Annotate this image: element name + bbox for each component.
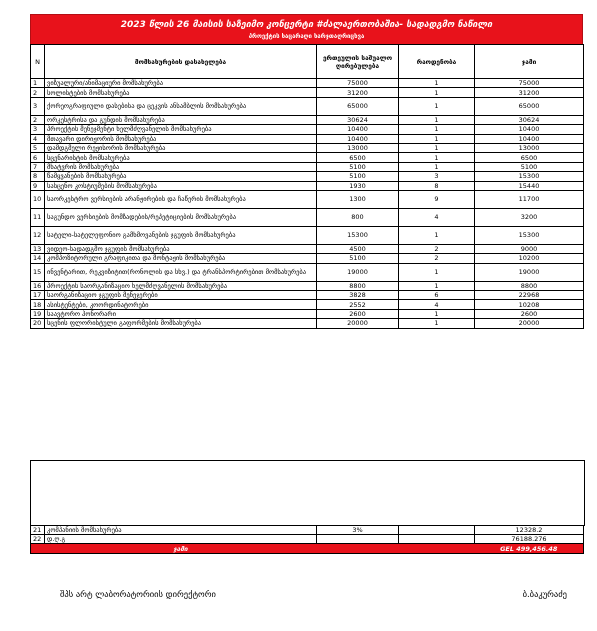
cell-service: კომპანიის მომსახურება [45, 526, 317, 535]
cell-qty: 1 [399, 162, 475, 171]
cell-qty: 4 [399, 208, 475, 226]
cell-service: საორგანიზაციო ჯგუფის მენეჯერები [45, 291, 317, 300]
cell-qty: 1 [399, 319, 475, 328]
cell-number: 3 [31, 125, 45, 134]
cell-sum: 2600 [475, 309, 584, 318]
cell-qty: 1 [399, 153, 475, 162]
cell-number: 22 [31, 535, 45, 544]
cell-unit-price: 20000 [317, 319, 399, 328]
cell-qty: 1 [399, 79, 475, 88]
cell-qty: 1 [399, 88, 475, 97]
cell-service: საავტორო ჰონორარი [45, 309, 317, 318]
cell-service: საგუნდო ვერსიების მომზადების/რეპეტიციების მომსახურება [45, 208, 317, 226]
cell-service: ქორეოგრაფიული დასებისა და ცეკვის ანსამბლის მომსახურება [45, 97, 317, 115]
cell-sum: 10200 [475, 254, 584, 263]
page-subtitle: პროექტის ხაცარაღი ხარჯთაღრიცხვა [248, 33, 365, 40]
cell-number: 3 [31, 97, 45, 115]
table-row [31, 291, 584, 300]
table-row [31, 254, 584, 263]
cell-qty [399, 526, 475, 535]
total-label: ჯამი [45, 544, 317, 554]
cell-number: 6 [31, 153, 45, 162]
cell-qty: 3 [399, 172, 475, 181]
cell-sum: 11700 [475, 190, 584, 208]
cell-unit-price: 4500 [317, 244, 399, 253]
table-row [31, 79, 584, 88]
cell-number: 10 [31, 190, 45, 208]
cell-unit-price: 1300 [317, 190, 399, 208]
summary-table-wrap [30, 525, 583, 554]
cell-qty [399, 535, 475, 544]
cell-number: 1 [31, 79, 45, 88]
cell-number: 17 [31, 291, 45, 300]
table-row [31, 319, 584, 328]
summary-body [31, 526, 584, 544]
cell-qty: 2 [399, 244, 475, 253]
cell-sum: 19000 [475, 263, 584, 281]
estimate-page [30, 14, 583, 329]
page-title: 2023 წლის 26 მაისის საზეიმო კონცერტი #ძალაერთობაშია- სადადგმო ნაწილი [120, 20, 493, 30]
col-header-qty: რაოდენობა [399, 45, 475, 79]
cell-sum: 22968 [475, 291, 584, 300]
cell-sum: 76188.276 [475, 535, 584, 544]
table-header-row [31, 45, 584, 79]
cell-number: 18 [31, 300, 45, 309]
cell-service: დამდგმელი რეჟისორის მომსახურება [45, 143, 317, 152]
cell-unit-price: 3% [317, 526, 399, 535]
cell-sum: 8800 [475, 281, 584, 290]
cell-qty: 1 [399, 281, 475, 290]
col-header-unit-price: ერთეულის საშუალო ღირებულება [317, 45, 399, 79]
cell-sum: 10208 [475, 300, 584, 309]
cell-qty: 1 [399, 125, 475, 134]
cell-number: 12 [31, 226, 45, 244]
cell-number: 21 [31, 526, 45, 535]
cell-unit-price: 5100 [317, 162, 399, 171]
table-row [31, 181, 584, 190]
director-title: შპს არტ ლაბორატორიის დირექტორი [60, 590, 216, 600]
cell-unit-price: 1930 [317, 181, 399, 190]
cell-number: 4 [31, 134, 45, 143]
cell-qty: 8 [399, 181, 475, 190]
cell-number: 11 [31, 208, 45, 226]
cell-service: ვიდეო-სადადგმო ჯგუფის მომსახურება [45, 244, 317, 253]
cell-service: საორკესტრო ვერსიების არანჟირების და ჩაწერის მომსახურება [45, 190, 317, 208]
cell-sum: 65000 [475, 97, 584, 115]
cell-sum: 9000 [475, 244, 584, 253]
cell-unit-price: 75000 [317, 79, 399, 88]
cell-qty: 1 [399, 97, 475, 115]
cell-sum: 6500 [475, 153, 584, 162]
table-row [31, 153, 584, 162]
cell-unit-price: 65000 [317, 97, 399, 115]
table-row [31, 143, 584, 152]
table-row [31, 115, 584, 124]
cell-service: სცენარისტის მომსახურება [45, 153, 317, 162]
cell-sum: 12328.2 [475, 526, 584, 535]
cell-number: 2 [31, 88, 45, 97]
cell-unit-price: 2552 [317, 300, 399, 309]
table-row [31, 263, 584, 281]
cell-number: 9 [31, 181, 45, 190]
cell-unit-price [317, 535, 399, 544]
cell-qty: 1 [399, 134, 475, 143]
table-row [31, 162, 584, 171]
cell-unit-price: 6500 [317, 153, 399, 162]
cell-qty: 1 [399, 309, 475, 318]
cell-service: კომპოზიტორული გრაფიკითა და მონტაჟის მომსახურება [45, 254, 317, 263]
estimate-table [30, 44, 584, 329]
cell-number: 13 [31, 244, 45, 253]
col-header-n: N [31, 45, 45, 79]
cell-qty: 9 [399, 190, 475, 208]
cell-service: წამყვანების მომსახურება [45, 172, 317, 181]
cell-sum: 3200 [475, 208, 584, 226]
cell-unit-price: 10400 [317, 125, 399, 134]
cell-unit-price: 3828 [317, 291, 399, 300]
cell-sum: 15300 [475, 226, 584, 244]
cell-sum: 75000 [475, 79, 584, 88]
cell-qty: 2 [399, 254, 475, 263]
cell-service: სოლისტების მომსახურება [45, 88, 317, 97]
table-row [31, 134, 584, 143]
director-name: ბ.ბაკურაძე [522, 590, 567, 600]
cell-sum: 31200 [475, 88, 584, 97]
cell-number: 5 [31, 143, 45, 152]
cell-unit-price: 10400 [317, 134, 399, 143]
cell-number: 19 [31, 309, 45, 318]
table-body [31, 79, 584, 329]
cell-service: ინვენტარით, რეკვიზიტით(რონოლის და სხვ.) და ტრანსპორტირებით მომსახურება [45, 263, 317, 281]
cell-number: 8 [31, 172, 45, 181]
total-row [31, 544, 584, 554]
cell-service: სატელი-სატელეფონიო გამხმოვანების ჯგუფის მომსახურება [45, 226, 317, 244]
cell-qty: 1 [399, 143, 475, 152]
cell-sum: 15440 [475, 181, 584, 190]
table-row [31, 535, 584, 544]
cell-sum: 10400 [475, 125, 584, 134]
cell-unit-price: 5100 [317, 254, 399, 263]
col-header-sum: ჯამი [475, 45, 584, 79]
cell-qty: 6 [399, 291, 475, 300]
total-value: GEL 499,456.48 [475, 544, 584, 554]
table-row [31, 281, 584, 290]
table-row [31, 97, 584, 115]
title-banner [30, 14, 583, 44]
cell-number: 2 [31, 115, 45, 124]
table-row [31, 300, 584, 309]
table-row [31, 244, 584, 253]
blank-area [30, 460, 585, 526]
cell-qty: 1 [399, 115, 475, 124]
cell-service: მხატვრის მომსახურება [45, 162, 317, 171]
summary-table [30, 525, 584, 554]
table-row [31, 125, 584, 134]
table-row [31, 226, 584, 244]
cell-unit-price: 5100 [317, 172, 399, 181]
cell-unit-price: 19000 [317, 263, 399, 281]
cell-sum: 13000 [475, 143, 584, 152]
table-row [31, 309, 584, 318]
col-header-service: მომსახურების დასახელება [45, 45, 317, 79]
cell-service: დ.ღ.გ [45, 535, 317, 544]
cell-service: ვიზუალური/ანიმაციური მომსახურება [45, 79, 317, 88]
cell-unit-price: 30624 [317, 115, 399, 124]
cell-qty: 4 [399, 300, 475, 309]
table-row [31, 190, 584, 208]
cell-sum: 15300 [475, 172, 584, 181]
cell-sum: 20000 [475, 319, 584, 328]
cell-service: პროექტის მენეჯმენტი ხელმძღვანელის მომსახურება [45, 125, 317, 134]
cell-service: ასისტენტები, კოორდინატორები [45, 300, 317, 309]
cell-number: 15 [31, 263, 45, 281]
table-row [31, 172, 584, 181]
cell-qty: 1 [399, 226, 475, 244]
cell-number: 16 [31, 281, 45, 290]
cell-unit-price: 13000 [317, 143, 399, 152]
cell-service: მთავარი დირიჟორის მომსახურება [45, 134, 317, 143]
table-row [31, 526, 584, 535]
cell-unit-price: 8800 [317, 281, 399, 290]
cell-sum: 10400 [475, 134, 584, 143]
cell-sum: 5100 [475, 162, 584, 171]
cell-unit-price: 800 [317, 208, 399, 226]
cell-number: 20 [31, 319, 45, 328]
cell-service: ორკესტრისა და გუნდის მომსახურება [45, 115, 317, 124]
table-row [31, 208, 584, 226]
cell-unit-price: 2600 [317, 309, 399, 318]
cell-unit-price: 31200 [317, 88, 399, 97]
cell-service: პროექტის საორგანიზაციო ხელმძღვანელის მომსახურება [45, 281, 317, 290]
cell-number: 7 [31, 162, 45, 171]
cell-sum: 30624 [475, 115, 584, 124]
cell-unit-price: 15300 [317, 226, 399, 244]
cell-number: 14 [31, 254, 45, 263]
cell-service: სცენის ფლორისტული გაფორმების მომსახურება [45, 319, 317, 328]
cell-service: სასცენო კოსტიუმების მომსახურება [45, 181, 317, 190]
cell-qty: 1 [399, 263, 475, 281]
table-row [31, 88, 584, 97]
